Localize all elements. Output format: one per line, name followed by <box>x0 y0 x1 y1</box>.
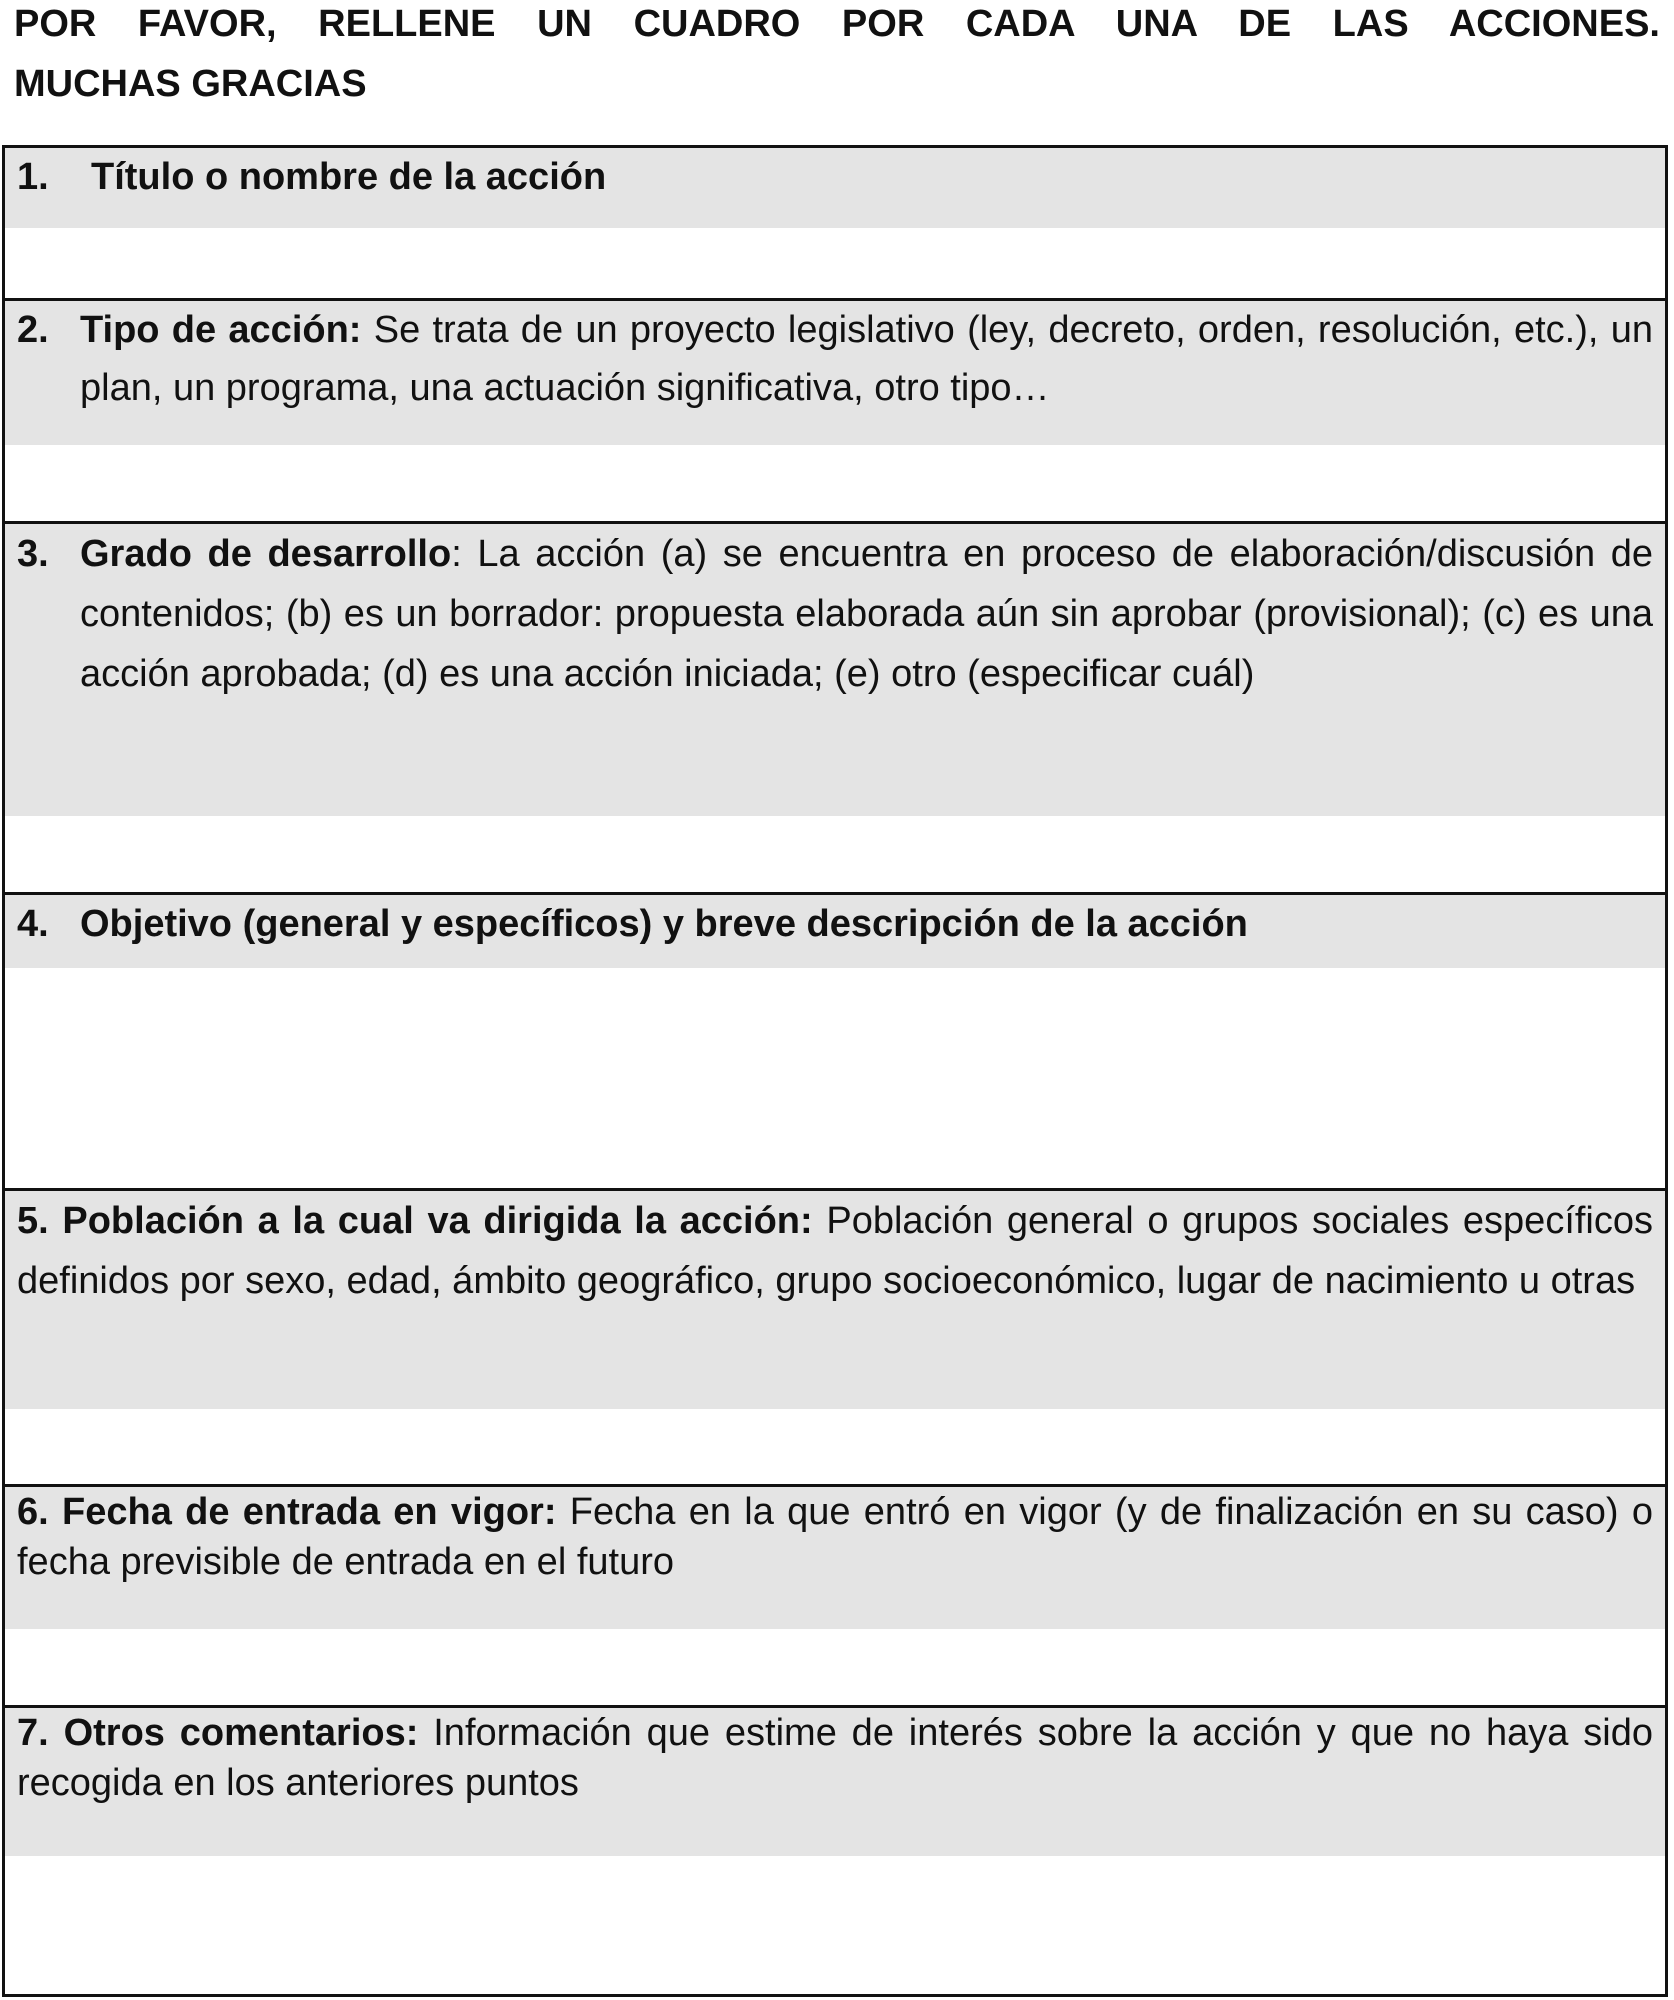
section-7-description: Información que estime de interés sobre la acción y que no haya sido recogida en los anteriores puntos <box>17 1712 1653 1804</box>
section-3-number: 3. <box>17 533 49 575</box>
section-7-number: 7. <box>17 1712 49 1754</box>
section-1-answer-field[interactable] <box>5 228 1665 298</box>
section-4-answer-field[interactable] <box>5 968 1665 1188</box>
section-6-text <box>17 1487 1653 1587</box>
section-5-answer-field[interactable] <box>5 1409 1665 1484</box>
section-6-header <box>5 1487 1665 1629</box>
section-7-other-comments <box>5 1708 1665 1994</box>
section-2-answer-field[interactable] <box>5 445 1665 521</box>
section-2-text <box>80 301 1653 417</box>
section-2-number: 2. <box>17 309 49 351</box>
section-6-number: 6. <box>17 1491 49 1533</box>
section-5-text <box>17 1191 1653 1311</box>
section-3-header <box>5 524 1665 816</box>
form-instructions-line-1: POR FAVOR, RELLENE UN CUADRO POR CADA UNA DE LAS ACCIONES. <box>14 3 1660 45</box>
section-3-development-stage <box>5 524 1665 892</box>
section-4-objective <box>5 895 1665 1188</box>
section-4-number: 4. <box>17 903 49 945</box>
section-6-label: Fecha de entrada en vigor: <box>62 1491 557 1533</box>
section-7-answer-field[interactable] <box>5 1856 1665 1994</box>
section-5-description: Población general o grupos sociales específicos definidos por sexo, edad, ámbito geográfico, grupo socioeconómico, lugar de nacimiento u otras <box>17 1200 1654 1302</box>
section-5-label: Población a la cual va dirigida la acción: <box>62 1200 813 1242</box>
section-5-target-population <box>5 1191 1665 1484</box>
section-2-label: Tipo de acción: <box>80 309 362 351</box>
section-2-description: Se trata de un proyecto legislativo (ley, decreto, orden, resolución, etc.), un plan, un programa, una actuación significativa, otro tipo… <box>80 309 1653 409</box>
section-5-header <box>5 1191 1665 1409</box>
section-7-text <box>17 1708 1653 1808</box>
section-5-number: 5. <box>17 1200 49 1242</box>
section-7-header <box>5 1708 1665 1856</box>
section-6-description: Fecha en la que entró en vigor (y de finalización en su caso) o fecha previsible de entrada en el futuro <box>17 1491 1654 1583</box>
section-2-header <box>5 301 1665 445</box>
section-3-label: Grado de desarrollo <box>80 533 452 575</box>
section-3-description: : La acción (a) se encuentra en proceso de elaboración/discusión de contenidos; (b) es un borrador: propuesta elaborada aún sin aprobar (provisional); (c) es una acción aprobada; (d) es una acción iniciada; (e) otro (especificar cuál) <box>80 533 1654 695</box>
form-instructions-line-2: MUCHAS GRACIAS <box>14 63 367 105</box>
section-1-header <box>5 148 1665 228</box>
section-3-text <box>80 524 1653 704</box>
section-4-label: Objetivo (general y específicos) y breve descripción de la acción <box>80 903 1248 945</box>
section-1-label: Título o nombre de la acción <box>91 156 607 198</box>
action-form-table <box>2 145 1668 1997</box>
section-1-number: 1. <box>17 156 49 198</box>
section-4-header <box>5 895 1665 968</box>
section-6-answer-field[interactable] <box>5 1629 1665 1705</box>
section-2-action-type <box>5 301 1665 521</box>
section-1-action-title <box>5 148 1665 298</box>
section-7-label: Otros comentarios: <box>63 1712 419 1754</box>
section-3-answer-field[interactable] <box>5 816 1665 892</box>
section-6-effective-date <box>5 1487 1665 1705</box>
